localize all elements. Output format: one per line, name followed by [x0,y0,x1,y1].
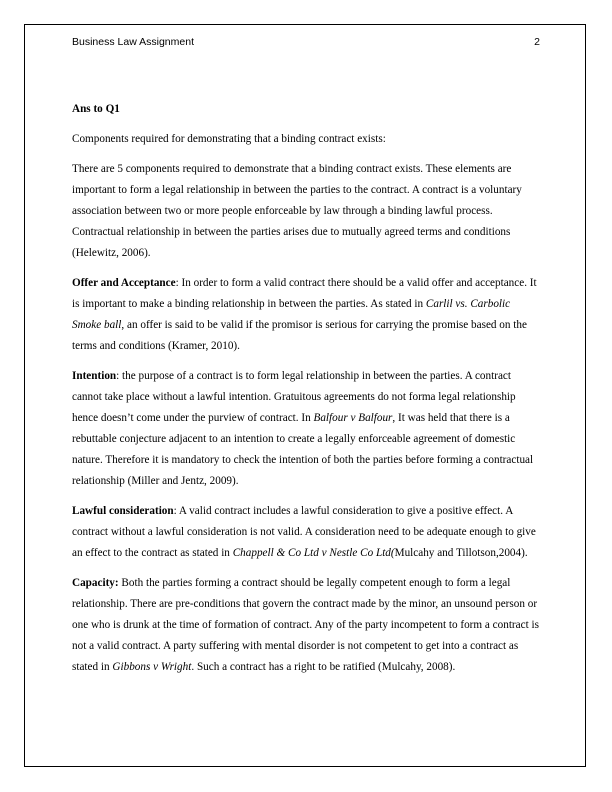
term-capacity: Capacity: [72,577,119,589]
paragraph-components: There are 5 components required to demonstrate that a binding contract exists. These elements are important to form a legal relationship in between the parties to the contract. A contract is a voluntary association between two or more people enforceable by law through a binding lawful process. Contractual relationship in between the parties arises due to mutually agreed terms and conditions (Helewitz, 2006). [72,163,522,259]
paragraph-capacity [72,573,540,678]
consideration-text-2: Mulcahy and Tillotson,2004). [394,547,528,559]
capacity-text-2: . Such a contract has a right to be ratified (Mulcahy, 2008). [191,661,456,673]
paragraph-lawful-consideration [72,501,540,564]
case-carlil: Carlil vs. Carbolic Smoke ball [72,298,511,331]
offer-text-2: , an offer is said to be valid if the promisor is serious for carrying the promise based on the terms and conditions (Kramer, 2010). [72,319,527,352]
intro-paragraph: Components required for demonstrating that a binding contract exists: [72,133,386,145]
answer-heading: Ans to Q1 [72,103,120,115]
term-offer-acceptance: Offer and Acceptance [72,277,176,289]
paragraph-intention [72,366,540,492]
case-gibbons: Gibbons v Wright [112,661,192,673]
page-number: 2 [534,36,540,48]
capacity-text-1: Both the parties forming a contract should be legally competent enough to form a legal relationship. There are pre-conditions that govern the contract made by the minor, an unsound person or one who is drunk at the time of formation of contract. Any of the party incompetent to form a contract is not a valid contract. A party suffering with mental disorder is not competent to get into a contract as stated in [72,577,539,673]
intention-text-1: : the purpose of a contract is to form legal relationship in between the parties. A contract cannot take place without a lawful intention. Gratuitous agreements do not forma legal relationship hence doesn’t come under the purview of contract. In [72,370,516,424]
case-chappell: Chappell & Co Ltd v Nestle Co Ltd( [232,547,395,559]
consideration-text-1: : A valid contract includes a lawful consideration to give a positive effect. A contract without a lawful consideration is not valid. A consideration need to be adequate enough to give an effect to the contract as stated in [72,505,536,559]
paragraph-offer-acceptance [72,273,540,357]
header-title: Business Law Assignment [72,36,194,48]
intention-text-2: , It was held that there is a rebuttable conjecture adjacent to an intention to create a legally enforceable agreement of domestic nature. Therefore it is mandatory to check the intention of both the parties before forming a contractual relationship (Miller and Jentz, 2009). [72,412,534,487]
document-body [72,99,540,687]
term-lawful-consideration: Lawful consideration [72,505,174,517]
term-intention: Intention [72,370,117,382]
offer-text-1: : In order to form a valid contract there should be a valid offer and acceptance. It is important to make a binding relationship in between the parties. As stated in [72,277,537,310]
page-header [72,36,540,48]
case-balfour: Balfour v Balfour [313,412,393,424]
